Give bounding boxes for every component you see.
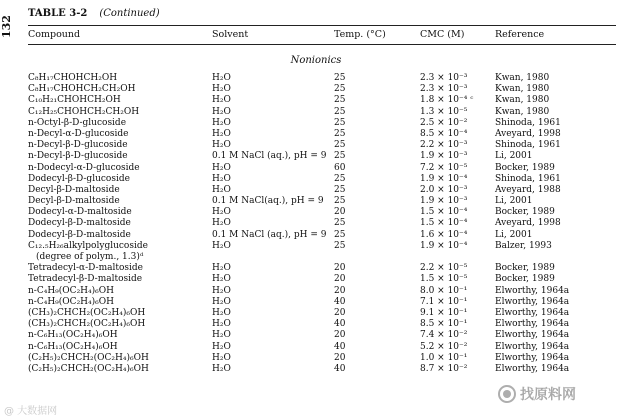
table-row [0,163,632,174]
reference-cell: Kwan, 1980 [495,84,550,95]
solvent-cell: H₂O [212,106,231,117]
temp-cell: 20 [334,285,346,296]
table-row [0,297,632,308]
table-row [0,274,632,285]
reference-cell: Elworthy, 1964a [495,285,570,296]
temp-cell: 40 [334,296,346,307]
watermark-left: @ 大数据网 [4,406,58,417]
cmc-cell: 1.5 × 10⁻⁴ [420,218,468,229]
cmc-cell: 8.0 × 10⁻¹ [420,285,468,296]
solvent-cell: 0.1 M NaCl (aq.), pH = 9 [212,229,327,240]
compound-cell: Dodecyl-β-D-maltoside [28,218,131,229]
table-row [0,353,632,364]
header-temp: Temp. (°C) [334,29,386,40]
cmc-cell: 2.2 × 10⁻⁵ [420,263,468,274]
cmc-cell: 8.5 × 10⁻⁴ [420,128,468,139]
temp-cell: 25 [334,184,346,195]
temp-cell: 25 [334,218,346,229]
reference-cell: Aveyard, 1988 [495,184,561,195]
cmc-cell: 1.9 × 10⁻⁴ [420,173,468,184]
solvent-cell: H₂O [212,307,231,318]
table-row [0,107,632,118]
compound-cell: n-Dodecyl-α-D-glucoside [28,162,140,173]
reference-cell: Li, 2001 [495,151,533,162]
section-label-nonionics: Nonionics [290,55,342,66]
compound-cell: C₈H₁₇CHOHCH₂CH₂OH [28,84,136,95]
reference-cell: Aveyard, 1998 [495,218,561,229]
compound-cell: (CH₃)₂CHCH₂(OC₂H₄)₆OH [28,319,146,330]
reference-cell: Shinoda, 1961 [495,117,561,128]
table-row [0,73,632,84]
temp-cell: 25 [334,240,346,251]
compound-cell: n-C₄H₉(OC₂H₄)₆OH [28,285,114,296]
cmc-cell: 1.5 × 10⁻⁴ [420,207,468,218]
solvent-cell: 0.1 M NaCl (aq.), pH = 9 [212,151,327,162]
compound-cell: n-C₄H₉(OC₂H₄)₆OH [28,296,114,307]
table-row [0,185,632,196]
reference-cell: Li, 2001 [495,229,533,240]
temp-cell: 20 [334,352,346,363]
compound-cell: Decyl-β-D-maltoside [28,196,120,207]
solvent-cell: 0.1 M NaCl(aq.), pH = 9 [212,196,324,207]
cmc-cell: 2.3 × 10⁻³ [420,84,468,95]
table-row [0,241,632,263]
solvent-cell: H₂O [212,184,231,195]
compound-cell: n-Decyl-β-D-glucoside [28,140,128,151]
compound-cell: n-Octyl-β-D-glucoside [28,117,127,128]
watermark-right [498,384,576,404]
watermark-logo-icon [498,385,516,403]
solvent-cell: H₂O [212,84,231,95]
reference-cell: Elworthy, 1964a [495,341,570,352]
solvent-cell: H₂O [212,363,231,374]
compound-cell: (CH₃)₂CHCH₂(OC₂H₄)₆OH [28,307,146,318]
compound-cell: Dodecyl-β-D-glucoside [28,173,130,184]
compound-cell: (C₂H₅)₂CHCH₂(OC₂H₄)₆OH [28,352,149,363]
temp-cell: 40 [334,363,346,374]
temp-cell: 20 [334,330,346,341]
reference-cell: Aveyard, 1998 [495,128,561,139]
cmc-cell: 1.3 × 10⁻⁵ [420,106,468,117]
cmc-cell: 1.9 × 10⁻³ [420,151,468,162]
table-row [0,140,632,151]
temp-cell: 25 [334,196,346,207]
table-row [0,263,632,274]
table-row [0,308,632,319]
reference-cell: Elworthy, 1964a [495,307,570,318]
cmc-cell: 2.3 × 10⁻³ [420,73,468,83]
temp-cell: 20 [334,274,346,285]
solvent-cell: H₂O [212,352,231,363]
temp-cell: 20 [334,263,346,274]
table-row [0,218,632,229]
temp-cell: 25 [334,73,346,83]
cmc-cell: 8.5 × 10⁻¹ [420,319,468,330]
solvent-cell: H₂O [212,330,231,341]
temp-cell: 25 [334,140,346,151]
temp-cell: 25 [334,84,346,95]
compound-cell: n-Decyl-α-D-glucoside [28,128,129,139]
temp-cell: 25 [334,95,346,106]
cmc-cell: 1.8 × 10⁻⁴ ᶜ [420,95,474,106]
compound-line-2: (degree of polym., 1.3)ᵈ [36,251,144,262]
solvent-cell: H₂O [212,140,231,151]
cmc-cell: 1.9 × 10⁻⁴ [420,240,468,251]
cmc-cell: 2.5 × 10⁻² [420,117,468,128]
cmc-cell: 7.1 × 10⁻¹ [420,296,468,307]
compound-cell: Dodecyl-α-D-maltoside [28,207,132,218]
temp-cell: 60 [334,162,346,173]
table-row [0,364,632,375]
header-reference: Reference [495,29,545,40]
table-row [0,118,632,129]
solvent-cell: H₂O [212,285,231,296]
temp-cell: 25 [334,106,346,117]
temp-cell: 20 [334,307,346,318]
table-row [0,230,632,241]
compound-cell: Tetradecyl-α-D-maltoside [28,263,143,274]
header-bottom-rule [28,44,616,45]
table-row [0,286,632,297]
compound-cell: Tetradecyl-β-D-maltoside [28,274,143,285]
cmc-cell: 9.1 × 10⁻¹ [420,307,468,318]
header-cmc: CMC (M) [420,29,465,40]
table-row [0,129,632,140]
reference-cell: Shinoda, 1961 [495,173,561,184]
reference-cell: Bocker, 1989 [495,263,555,274]
reference-cell: Elworthy, 1964a [495,330,570,341]
cmc-cell: 7.4 × 10⁻² [420,330,468,341]
cmc-cell: 7.2 × 10⁻⁵ [420,162,468,173]
solvent-cell: H₂O [212,274,231,285]
solvent-cell: H₂O [212,218,231,229]
cmc-cell: 2.0 × 10⁻³ [420,184,468,195]
solvent-cell: H₂O [212,128,231,139]
temp-cell: 20 [334,207,346,218]
temp-cell: 25 [334,173,346,184]
table-row [0,84,632,95]
cmc-cell: 1.9 × 10⁻³ [420,196,468,207]
compound-cell: Dodecyl-β-D-maltoside [28,229,131,240]
reference-cell: Bocker, 1989 [495,274,555,285]
compound-line-1: C₁₂.₅H₂₆alkylpolyglucoside [28,240,148,251]
reference-cell: Shinoda, 1961 [495,140,561,151]
temp-cell: 25 [334,229,346,240]
table-caption [28,8,160,19]
watermark-right-text: 找原料网 [520,387,576,403]
solvent-cell: H₂O [212,296,231,307]
cmc-cell: 2.2 × 10⁻³ [420,140,468,151]
reference-cell: Elworthy, 1964a [495,352,570,363]
reference-cell: Li, 2001 [495,196,533,207]
solvent-cell: H₂O [212,263,231,274]
cmc-cell: 5.2 × 10⁻² [420,341,468,352]
solvent-cell: H₂O [212,73,231,83]
temp-cell: 40 [334,319,346,330]
compound-cell: C₁₀H₂₁CHOHCH₂OH [28,95,121,106]
reference-cell: Elworthy, 1964a [495,319,570,330]
table-row [0,342,632,353]
table-continued-note: (Continued) [99,8,160,19]
page-number: 132 [0,15,13,38]
compound-cell: n-C₆H₁₃(OC₂H₄)₆OH [28,341,118,352]
compound-cell: Decyl-β-D-maltoside [28,184,120,195]
solvent-cell: H₂O [212,95,231,106]
temp-cell: 25 [334,128,346,139]
reference-cell: Kwan, 1980 [495,95,550,106]
solvent-cell: H₂O [212,240,231,251]
table-row [0,196,632,207]
compound-cell: C₁₂H₂₅CHOHCH₂CH₂OH [28,106,140,117]
table-row [0,151,632,162]
reference-cell: Kwan, 1980 [495,73,550,83]
table-label: TABLE 3-2 [28,8,88,19]
solvent-cell: H₂O [212,341,231,352]
solvent-cell: H₂O [212,162,231,173]
table-row [0,330,632,341]
header-compound: Compound [28,29,81,40]
cmc-cell: 1.5 × 10⁻⁵ [420,274,468,285]
solvent-cell: H₂O [212,173,231,184]
table-body [0,73,632,375]
reference-cell: Bocker, 1989 [495,162,555,173]
solvent-cell: H₂O [212,319,231,330]
reference-cell: Balzer, 1993 [495,240,552,251]
cmc-cell: 1.0 × 10⁻¹ [420,352,468,363]
compound-cell [28,241,148,263]
header-top-rule [28,25,616,26]
table-row [0,207,632,218]
header-solvent: Solvent [212,29,249,40]
compound-cell: C₈H₁₇CHOHCH₂OH [28,73,118,83]
table-row [0,319,632,330]
temp-cell: 25 [334,151,346,162]
reference-cell: Kwan, 1980 [495,106,550,117]
table-row [0,95,632,106]
cmc-cell: 8.7 × 10⁻² [420,363,468,374]
temp-cell: 25 [334,117,346,128]
reference-cell: Elworthy, 1964a [495,296,570,307]
reference-cell: Bocker, 1989 [495,207,555,218]
reference-cell: Elworthy, 1964a [495,363,570,374]
cmc-cell: 1.6 × 10⁻⁴ [420,229,468,240]
solvent-cell: H₂O [212,207,231,218]
solvent-cell: H₂O [212,117,231,128]
table-row [0,174,632,185]
compound-cell: n-C₆H₁₃(OC₂H₄)₆OH [28,330,118,341]
compound-cell: n-Decyl-β-D-glucoside [28,151,128,162]
compound-cell: (C₂H₅)₂CHCH₂(OC₂H₄)₆OH [28,363,149,374]
temp-cell: 40 [334,341,346,352]
